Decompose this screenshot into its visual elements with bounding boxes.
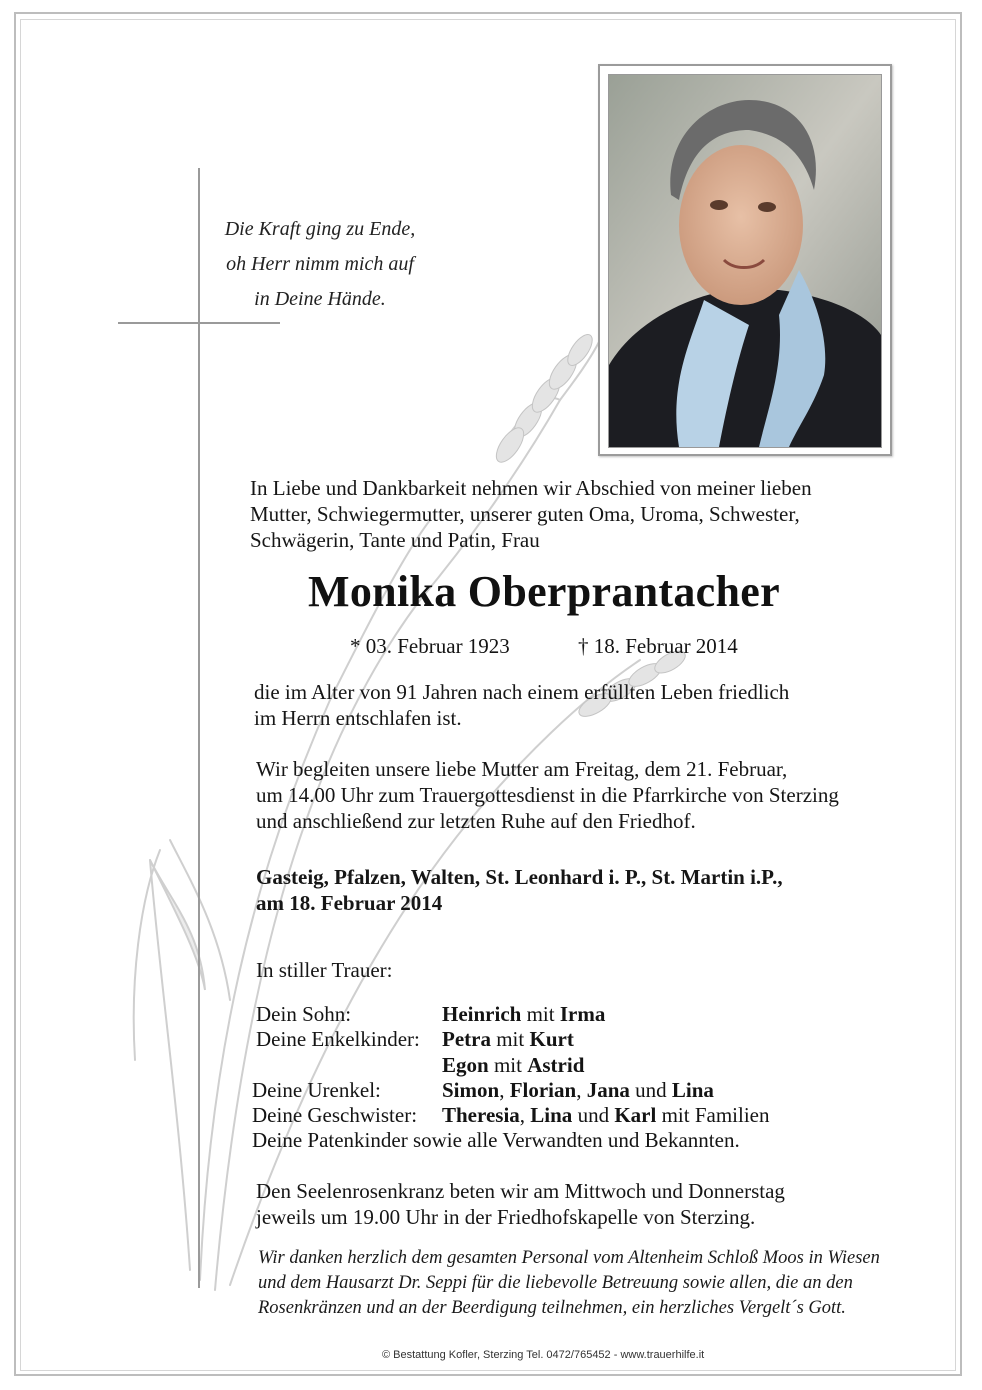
person-name: Irma [559,1002,606,1026]
passing-line: die im Alter von 91 Jahren nach einem erfüllten Leben friedlich [254,680,790,704]
connector-text: mit Familien [661,1103,770,1128]
family-names: Theresia, Lina und Karl mit Familien [442,1103,770,1128]
relation-label: Deine Enkelkinder: [256,1027,420,1052]
family-names: Simon, Florian, Jana und Lina [442,1077,714,1102]
verse-line: in Deine Hände. [254,288,386,310]
passing-line: im Herrn entschlafen ist. [254,706,462,730]
relation-label: Deine Geschwister: [252,1103,418,1128]
mourning-heading: In stiller Trauer: [256,958,393,982]
place-line: Gasteig, Pfalzen, Walten, St. Leonhard i. P., St. Martin i.P., [256,865,783,889]
person-name: Lina [530,1103,573,1128]
person-name: Heinrich [442,1002,522,1026]
deceased-name: Monika Oberprantacher [308,567,780,616]
connector-text: und [577,1103,610,1128]
person-name: Florian [509,1077,577,1102]
family-names [442,1002,605,1027]
intro-text [250,475,812,553]
thanks-line: und dem Hausarzt Dr. Seppi für die liebevolle Betreuung sowie allen, die an den [258,1273,853,1293]
portrait-image [609,75,881,447]
rosary-line: Den Seelenrosenkranz beten wir am Mittwoch und Donnerstag [256,1179,785,1203]
person-name: Simon [442,1077,500,1102]
thanks-line: Wir danken herzlich dem gesamten Personal vom Altenheim Schloß Moos in Wiesen [258,1248,880,1268]
person-name: Theresia [442,1103,520,1128]
memorial-verse [190,212,450,317]
intro-line: In Liebe und Dankbarkeit nehmen wir Abschied von meiner lieben [250,476,812,500]
cross-vertical [198,168,200,1288]
person-name: Kurt [529,1027,574,1052]
funeral-line: Wir begleiten unsere liebe Mutter am Freitag, dem 21. Februar, [256,757,788,781]
funeral-text [256,756,839,834]
verse-line: oh Herr nimm mich auf [226,253,414,275]
person-name: Lina [671,1077,714,1102]
place-date [256,864,783,916]
portrait-frame [598,64,892,456]
person-name: Karl [614,1103,657,1128]
portrait-photo [608,74,882,448]
intro-line: Schwägerin, Tante und Patin, Frau [250,528,540,552]
funeral-line: um 14.00 Uhr zum Trauergottesdienst in die Pfarrkirche von Sterzing [256,783,839,807]
person-name: Astrid [527,1052,585,1077]
family-names [442,1053,584,1078]
relation-label: Deine Urenkel: [252,1077,381,1102]
funeral-line: und anschließend zur letzten Ruhe auf den Friedhof. [256,809,696,833]
person-name: Egon [442,1052,489,1077]
family-names [442,1027,574,1052]
passing-text [254,679,789,731]
person-name: Jana [586,1077,630,1102]
closing-text: Deine Patenkinder sowie alle Verwandten und Bekannten. [252,1128,740,1153]
birth-date: * 03. Februar 1923 [350,634,510,658]
intro-line: Mutter, Schwiegermutter, unserer guten Oma, Uroma, Schwester, [250,502,800,526]
verse-line: Die Kraft ging zu Ende, [224,218,416,240]
rosary-text [256,1178,785,1230]
rosary-line: jeweils um 19.00 Uhr in der Friedhofskapelle von Sterzing. [256,1205,756,1229]
death-date: † 18. Februar 2014 [578,634,738,658]
connector-text: mit [526,1002,555,1026]
funeral-home-footer: © Bestattung Kofler, Sterzing Tel. 0472/765452 - www.trauerhilfe.it [382,1349,705,1361]
date-line: am 18. Februar 2014 [256,891,443,915]
thanks-line: Rosenkränzen und an der Beerdigung teilnehmen, ein herzliches Vergelt´s Gott. [258,1298,846,1318]
thanks-text [258,1246,880,1321]
cross-horizontal [118,322,280,324]
connector-text: mit [496,1027,525,1052]
relation-label: Dein Sohn: [256,1002,352,1026]
connector-text: und [635,1077,667,1102]
connector-text: mit [493,1052,522,1077]
person-name: Petra [442,1027,491,1052]
